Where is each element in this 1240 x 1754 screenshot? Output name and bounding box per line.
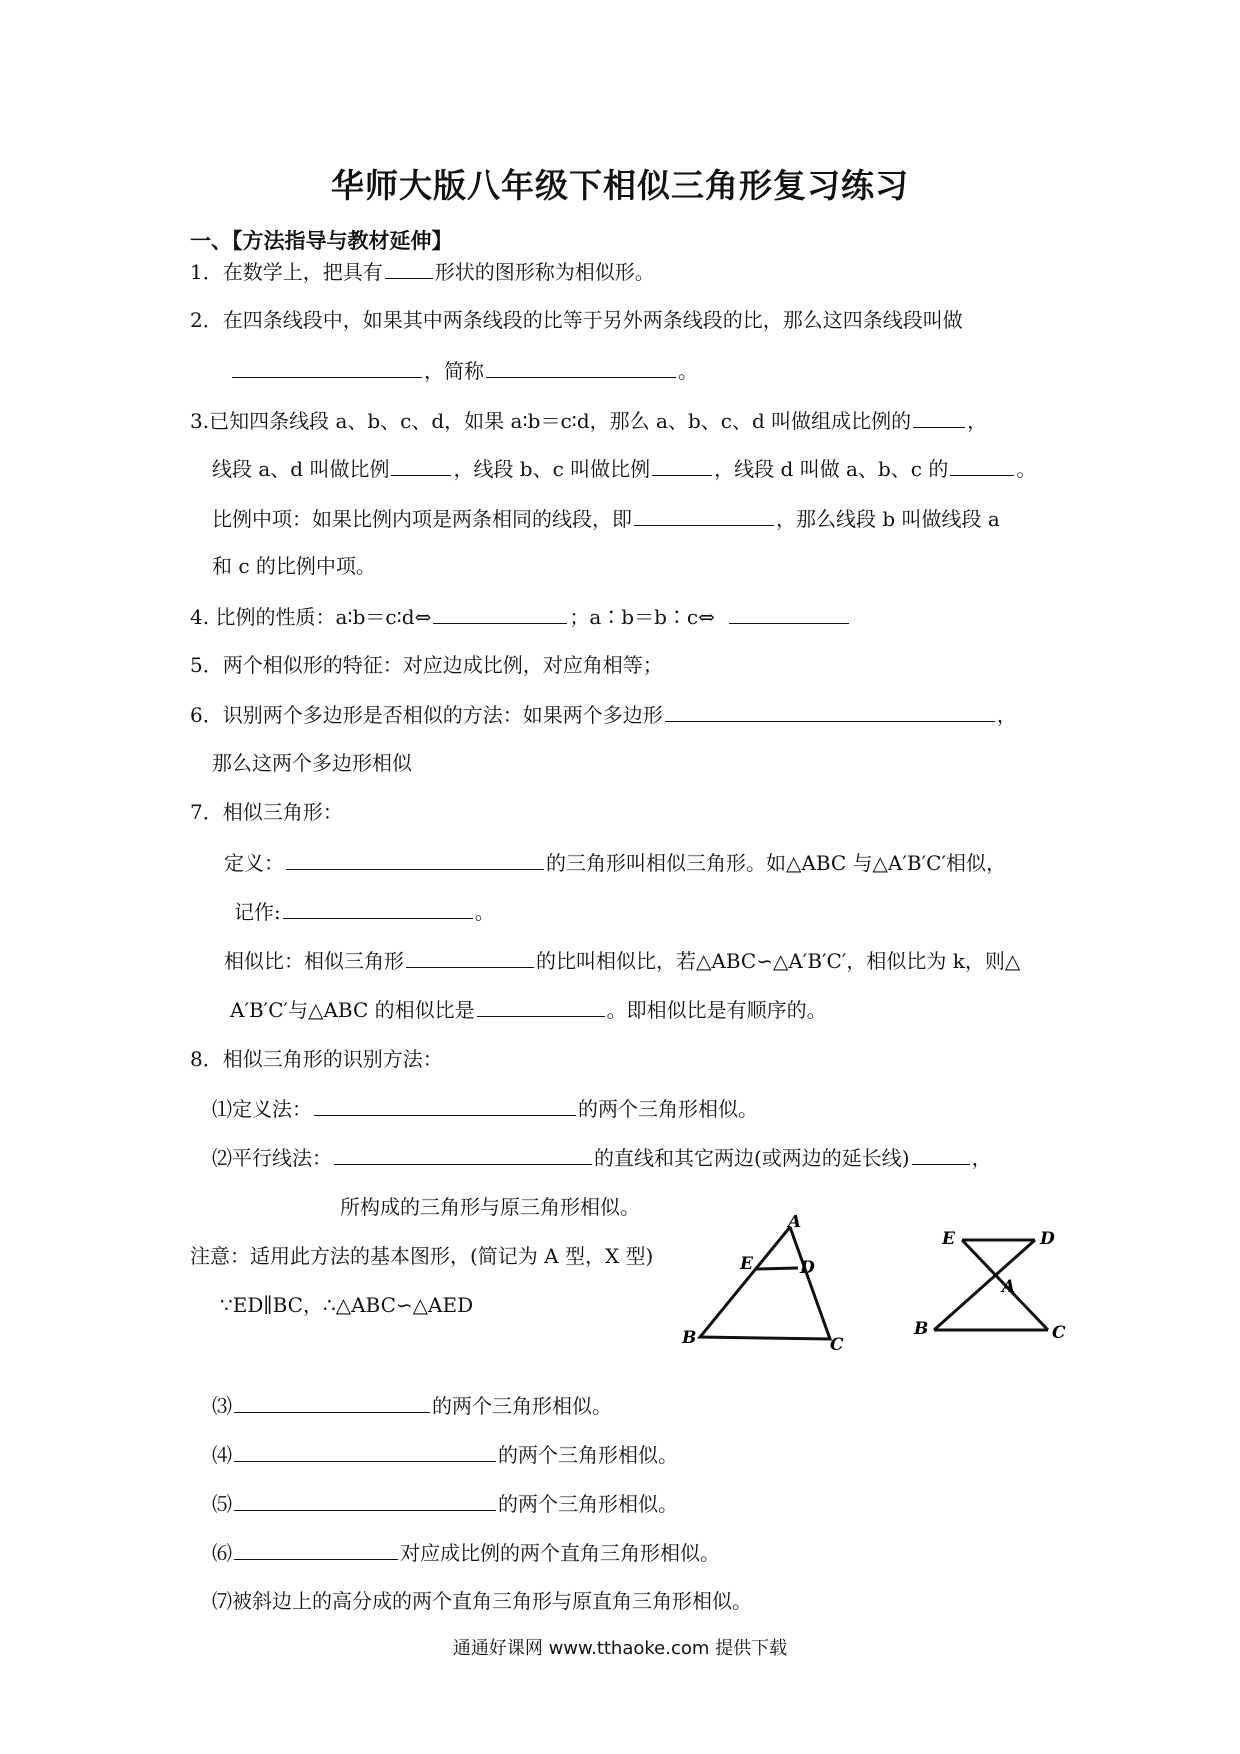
q6-text-a: 6．识别两个多边形是否相似的方法：如果两个多边形 [190, 703, 663, 727]
q3-text-2c: ，线段 d 叫做 a、b、c 的 [714, 457, 949, 481]
q7-definition [224, 849, 1006, 876]
q8-m2-blank-1[interactable] [334, 1144, 592, 1165]
label-c: C [830, 1335, 844, 1355]
page-footer: 通通好课网 www.tthaoke.com 提供下载 [452, 1638, 788, 1659]
q8-method-5 [212, 1490, 678, 1517]
label-a: A [788, 1215, 802, 1232]
q2-blank-2[interactable] [486, 357, 676, 378]
section-heading: 一、【方法指导与教材延伸】 [190, 229, 453, 253]
q8-m1-blank[interactable] [314, 1095, 576, 1116]
question-2-cont [230, 357, 698, 384]
label-e: E [942, 1229, 955, 1249]
question-6 [190, 701, 1017, 728]
q8-m4-label: ⑷ [212, 1443, 232, 1467]
label-b: B [682, 1328, 697, 1348]
question-7 [190, 799, 343, 825]
label-d: D [800, 1258, 815, 1278]
q7-def-text: 的三角形叫相似三角形。如△ABC 与△A′B′C′相似， [546, 851, 1006, 875]
q3-blank-1[interactable] [913, 407, 965, 428]
q5-text: 5．两个相似形的特征：对应边成比例，对应角相等； [190, 653, 663, 677]
q8-method-6 [212, 1539, 720, 1566]
question-3-line2 [212, 455, 1036, 482]
question-4 [190, 603, 851, 630]
label-c: C [1052, 1323, 1066, 1343]
q7-ratio-cont [230, 996, 827, 1023]
segment-ed [755, 1268, 798, 1269]
q8-m2-blank-2[interactable] [912, 1144, 970, 1165]
q8-m5-label: ⑸ [212, 1492, 232, 1516]
q3-text-3a: 比例中项：如果比例内项是两条相同的线段，即 [212, 507, 632, 531]
figure-x-type [900, 1220, 1080, 1355]
label-b: B [914, 1319, 929, 1339]
q1-text-b: 形状的图形称为相似形。 [434, 260, 655, 284]
q7-def-label: 定义： [224, 851, 284, 875]
question-3-line1 [190, 407, 987, 434]
q3-blank-5[interactable] [634, 505, 774, 526]
q7-def-blank[interactable] [286, 849, 544, 870]
q7-notation [234, 898, 495, 925]
label-d: D [1040, 1229, 1055, 1249]
q3-text-1a: 3.已知四条线段 a、b、c、d，如果 a∶b＝c∶d，那么 a、b、c、d 叫做组成比例的 [190, 409, 912, 433]
q1-text-a: 1．在数学上，把具有 [190, 260, 383, 284]
q8-m4-blank[interactable] [234, 1441, 496, 1462]
q3-text-3b: ，那么线段 b 叫做线段 a [776, 507, 1000, 531]
q8-m2-comma: ， [971, 1146, 992, 1170]
q6-blank[interactable] [665, 701, 995, 722]
q8-method-2 [212, 1144, 992, 1171]
q3-blank-3[interactable] [652, 455, 712, 476]
q2-blank-1[interactable] [232, 357, 422, 378]
q7-ratio2-blank[interactable] [477, 996, 605, 1017]
q7-note-label: 记作: [234, 900, 281, 924]
q8-m2-text-cont: 所构成的三角形与原三角形相似。 [340, 1195, 640, 1219]
page-title: 华师大版八年级下相似三角形复习练习 [331, 166, 909, 205]
q6-text-c: 那么这两个多边形相似 [212, 751, 412, 775]
q6-text-b: ， [996, 703, 1017, 727]
q7-ratio [224, 947, 1020, 974]
q8-because-text: ∵ED∥BC，∴△ABC∽△AED [220, 1293, 474, 1317]
q3-text-1b: ， [967, 409, 988, 433]
q8-m5-blank[interactable] [234, 1490, 496, 1511]
q8-m3-label: ⑶ [212, 1394, 232, 1418]
q8-m4-text: 的两个三角形相似。 [498, 1443, 678, 1467]
q3-text-2d: 。 [1016, 457, 1037, 481]
segment-db [934, 1240, 1035, 1330]
q7-ratio2-text: 。即相似比是有顺序的。 [606, 998, 827, 1022]
q3-blank-4[interactable] [950, 455, 1014, 476]
q8-m6-text: 对应成比例的两个直角三角形相似。 [400, 1541, 720, 1565]
q7-ratio-text: 的比叫相似比，若△ABC∽△A′B′C′，相似比为 k，则△ [536, 949, 1021, 973]
question-3-line4 [212, 553, 376, 579]
q8-m3-text: 的两个三角形相似。 [432, 1394, 612, 1418]
q8-method-1 [212, 1095, 758, 1122]
q8-m6-label: ⑹ [212, 1541, 232, 1565]
figure-a-type [670, 1215, 850, 1360]
q8-method-4 [212, 1441, 678, 1468]
q8-m7-text: ⑺被斜边上的高分成的两个直角三角形与原直角三角形相似。 [212, 1589, 752, 1613]
q3-text-4: 和 c 的比例中项。 [212, 554, 376, 578]
q8-note-text: 注意：适用此方法的基本图形，(简记为 A 型，X 型) [190, 1244, 654, 1268]
q8-note [190, 1243, 653, 1269]
q4-blank-2[interactable] [729, 603, 849, 624]
q2-text-c: 。 [678, 359, 698, 383]
label-e: E [740, 1254, 753, 1274]
q7-heading: 7．相似三角形： [190, 800, 343, 824]
q8-m2-text: 的直线和其它两边(或两边的延长线) [594, 1146, 910, 1170]
label-a: A [1002, 1277, 1016, 1297]
q2-text-a: 2．在四条线段中，如果其中两条线段的比等于另外两条线段的比，那么这四条线段叫做 [190, 308, 963, 332]
q7-ratio2-label: A′B′C′与△ABC 的相似比是 [230, 998, 475, 1022]
q7-ratio-blank[interactable] [406, 947, 534, 968]
q7-note-blank[interactable] [283, 898, 473, 919]
q8-method-3 [212, 1392, 612, 1419]
q8-method-2-cont [340, 1194, 640, 1220]
q4-text-a: 4. 比例的性质：a∶b＝c∶d⇔ [190, 605, 432, 629]
q3-blank-2[interactable] [391, 455, 451, 476]
q8-m1-text: 的两个三角形相似。 [578, 1097, 758, 1121]
q8-heading: 8．相似三角形的识别方法： [190, 1047, 443, 1071]
q8-method-7 [212, 1588, 752, 1614]
triangle-abc [700, 1227, 830, 1339]
q2-text-b: ，简称 [424, 359, 484, 383]
question-5 [190, 652, 663, 678]
q3-text-2b: ，线段 b、c 叫做比例 [453, 457, 651, 481]
q7-note-end: 。 [474, 900, 495, 924]
q1-blank[interactable] [385, 258, 433, 279]
question-8 [190, 1046, 443, 1072]
q3-text-2a: 线段 a、d 叫做比例 [212, 457, 390, 481]
q4-text-b: ；a∶b＝b∶c⇔ [569, 605, 715, 629]
q8-m1-label: ⑴定义法： [212, 1097, 312, 1121]
q8-m3-blank[interactable] [234, 1392, 430, 1413]
question-1 [190, 258, 655, 285]
q8-m5-text: 的两个三角形相似。 [498, 1492, 678, 1516]
q7-ratio-label: 相似比：相似三角形 [224, 949, 404, 973]
question-2 [190, 307, 963, 333]
question-3-line3 [212, 505, 1000, 532]
q8-because [220, 1292, 473, 1318]
q8-m6-blank[interactable] [234, 1539, 398, 1560]
q8-m2-label: ⑵平行线法： [212, 1146, 332, 1170]
q4-blank-1[interactable] [433, 603, 567, 624]
question-6-cont [212, 750, 412, 776]
